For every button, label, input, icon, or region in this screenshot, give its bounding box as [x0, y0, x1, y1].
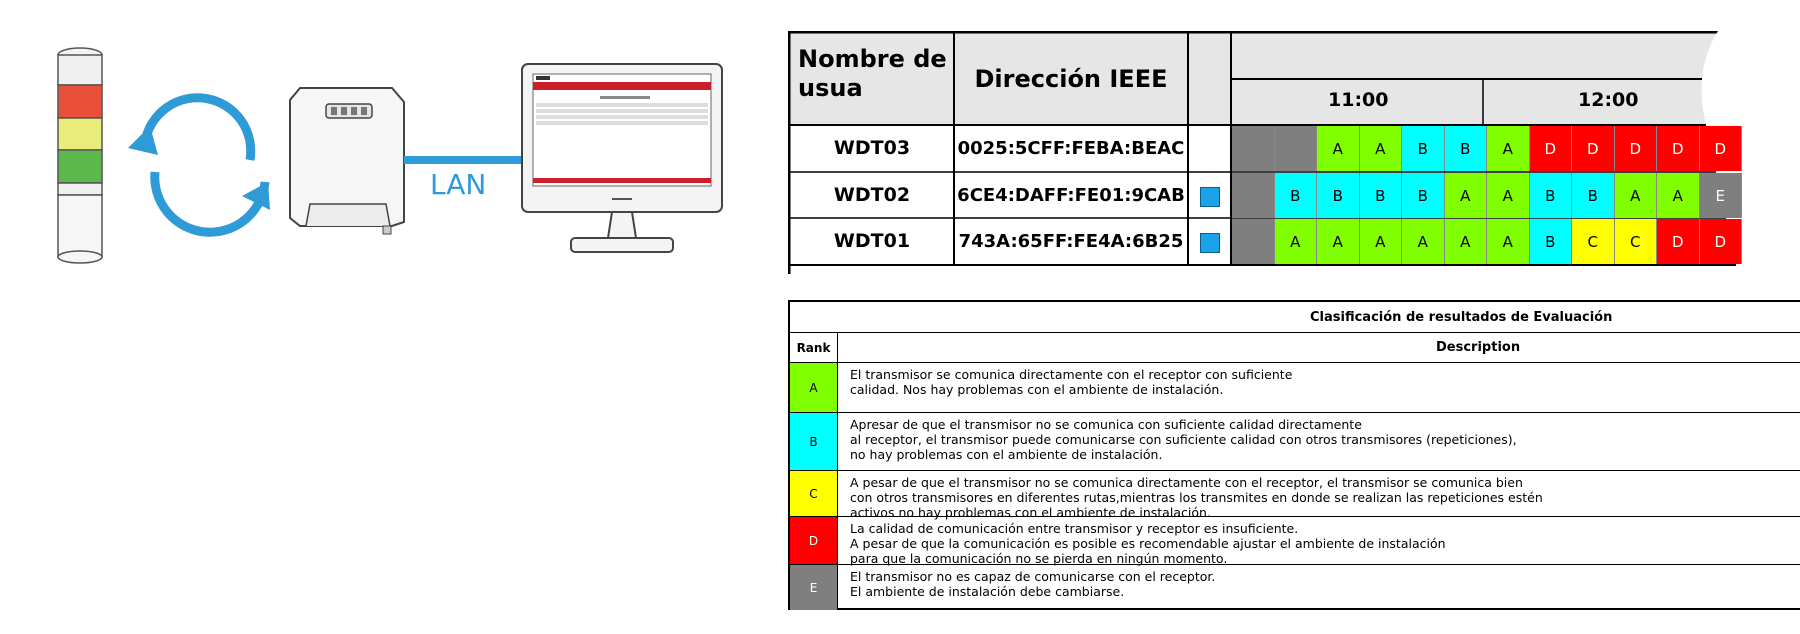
- rank-cell: A: [1487, 173, 1530, 218]
- row-ieee-address: 0025:5CFF:FEBA:BEAC: [957, 137, 1185, 159]
- rank-cell: D: [1530, 126, 1573, 171]
- rank-cell: B: [1360, 173, 1403, 218]
- receiver-device-icon: [290, 88, 404, 234]
- legend-row: [790, 470, 1800, 520]
- legend-header-row: [790, 332, 1800, 362]
- legend-rank-swatch: D: [790, 517, 838, 564]
- rank-cell: B: [1402, 126, 1445, 171]
- time-label-11: 11:00: [1328, 89, 1389, 111]
- rank-cell: A: [1657, 173, 1700, 218]
- rank-cell: [1232, 126, 1275, 171]
- legend-description: El transmisor no es capaz de comunicarse con el receptor. El ambiente de instalación debe cambiarse.: [850, 569, 1216, 599]
- legend-row: [790, 412, 1800, 470]
- rank-cell: D: [1700, 219, 1743, 264]
- rank-cell: B: [1530, 219, 1573, 264]
- rank-legend: [788, 300, 1800, 610]
- legend-rank-swatch: E: [790, 565, 838, 610]
- rank-cell: D: [1700, 126, 1743, 171]
- rank-cell: D: [1615, 126, 1658, 171]
- rank-cell: D: [1657, 126, 1700, 171]
- signal-tower-icon: [58, 48, 102, 263]
- rank-cell: A: [1615, 173, 1658, 218]
- rank-cell: B: [1317, 173, 1360, 218]
- monitor-icon: [522, 64, 722, 252]
- legend-description: El transmisor se comunica directamente con el receptor con suficiente calidad. Nos hay problemas con el ambiente de instalación.: [850, 367, 1293, 397]
- row-name: WDT03: [833, 137, 911, 159]
- rank-cell: B: [1445, 126, 1488, 171]
- legend-description: La calidad de comunicación entre transmisor y receptor es insuficiente. A pesar de que la comunicación es posible es recomendable ajustar el ambiente de instalación para que la comunicación no se pierda en ningún momento.: [850, 521, 1446, 566]
- legend-title: Clasificación de resultados de Evaluación: [1310, 310, 1613, 325]
- rank-header: Rank: [790, 333, 838, 362]
- row-ieee-address: 743A:65FF:FE4A:6B25: [958, 230, 1184, 252]
- legend-rank-swatch: B: [790, 413, 838, 470]
- rank-cell: A: [1360, 126, 1403, 171]
- rank-cell: C: [1572, 219, 1615, 264]
- rank-cell: A: [1402, 219, 1445, 264]
- rank-cell: D: [1657, 219, 1700, 264]
- legend-rank-swatch: A: [790, 363, 838, 412]
- rank-cell: [1232, 219, 1275, 264]
- row-name: WDT02: [833, 184, 911, 206]
- rank-cell: D: [1572, 126, 1615, 171]
- rank-cell: A: [1275, 219, 1318, 264]
- legend-row: [790, 516, 1800, 564]
- row-select-checkbox[interactable]: [1200, 233, 1220, 253]
- rank-cell: A: [1445, 173, 1488, 218]
- lan-cable-line: [404, 156, 524, 164]
- rank-cell: A: [1360, 219, 1403, 264]
- legend-rank-swatch: C: [790, 471, 838, 516]
- rank-cell: E: [1700, 173, 1743, 218]
- legend-row: [790, 564, 1800, 610]
- row-name: WDT01: [833, 230, 911, 252]
- rank-cell: A: [1487, 126, 1530, 171]
- lan-label: LAN: [430, 168, 487, 201]
- rank-cell: B: [1572, 173, 1615, 218]
- rank-cell: [1275, 126, 1318, 171]
- row-ieee-address: 6CE4:DAFF:FE01:9CAB: [957, 184, 1185, 206]
- row-select-checkbox[interactable]: [1200, 187, 1220, 207]
- time-label-12: 12:00: [1578, 89, 1639, 111]
- column-header-ieee: Dirección IEEE: [974, 65, 1168, 93]
- rank-cell: B: [1275, 173, 1318, 218]
- column-header-user: Nombre de usua: [798, 45, 947, 102]
- rank-cell: B: [1530, 173, 1573, 218]
- rank-cell: [1232, 173, 1275, 218]
- rank-cell: A: [1445, 219, 1488, 264]
- rank-cell: C: [1615, 219, 1658, 264]
- system-diagram: [0, 0, 760, 300]
- rank-cell: A: [1317, 219, 1360, 264]
- sync-arrows-icon: [128, 98, 270, 232]
- description-header: Description: [1436, 340, 1521, 355]
- legend-description: Apresar de que el transmisor no se comunica con suficiente calidad directamente al receptor, el transmisor puede comunicarse con suficiente calidad con otros transmisores (repeticiones), no hay problemas con el ambiente de instalación.: [850, 417, 1517, 462]
- rank-cell: A: [1487, 219, 1530, 264]
- legend-description: A pesar de que el transmisor no se comunica directamente con el receptor, el transmisor se comunica bien con otros transmisores en diferentes rutas,mientras los transmites en donde se realizan las repeticiones estén activos no hay problemas con el ambiente de instalación.: [850, 475, 1543, 520]
- rank-cell: A: [1317, 126, 1360, 171]
- legend-row: [790, 362, 1800, 412]
- status-table: [788, 31, 1793, 274]
- rank-cell: B: [1402, 173, 1445, 218]
